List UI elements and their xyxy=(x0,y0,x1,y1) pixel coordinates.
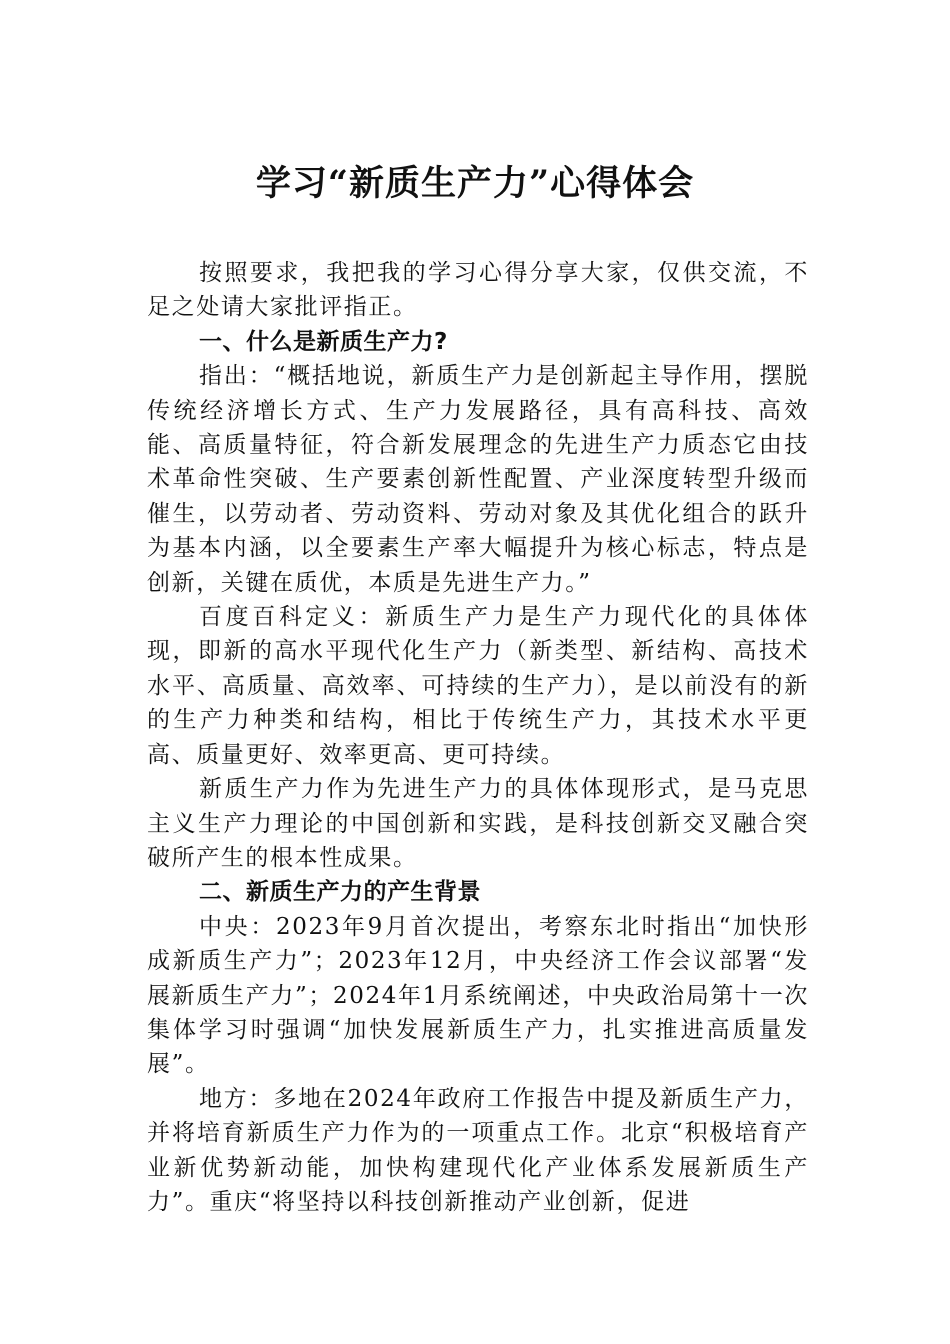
intro-paragraph: 按照要求，我把我的学习心得分享大家，仅供交流，不足之处请大家批评指正。 xyxy=(147,260,809,321)
definition-paragraph: 指出：“概括地说，新质生产力是创新起主导作用，摆脱传统经济增长方式、生产力发展路径，具有高科技、高效能、高质量特征，符合新发展理念的先进生产力质态它由技术革命性突破、生产要素创新性配置、产业深度转型升级而催生，以劳动者、劳动资料、劳动对象及其优化组合的跃升为基本内涵，以全要素生产率大幅提升为核心标志，特点是创新，关键在质优，本质是先进生产力。” xyxy=(147,363,809,596)
section-heading-1: 一、什么是新质生产力? xyxy=(199,328,448,355)
local-background-paragraph: 地方：多地在2024年政府工作报告中提及新质生产力，并将培育新质生产力作为的一项重点工作。北京“积极培育产业新优势新动能，加快构建现代化产业体系发展新质生产力”。重庆“将坚持以科技创新推动产业创新，促进 xyxy=(147,1085,809,1215)
theory-paragraph: 新质生产力作为先进生产力的具体体现形式，是马克思主义生产力理论的中国创新和实践，是科技创新交叉融合突破所产生的根本性成果。 xyxy=(147,776,809,871)
document-body xyxy=(147,256,809,1219)
document-title: 学习“新质生产力”心得体会 xyxy=(255,163,695,204)
baike-definition-paragraph: 百度百科定义：新质生产力是生产力现代化的具体体现，即新的高水平现代化生产力（新类型、新结构、高技术水平、高质量、高效率、可持续的生产力），是以前没有的新的生产力种类和结构，相比于传统生产力，其技术水平更高、质量更好、效率更高、更可持续。 xyxy=(147,604,809,768)
section-heading-2: 二、新质生产力的产生背景 xyxy=(199,879,481,906)
central-background-paragraph: 中央：2023年9月首次提出，考察东北时指出“加快形成新质生产力”；2023年12月，中央经济工作会议部署“发展新质生产力”；2024年1月系统阐述，中央政治局第十一次集体学习时强调“加快发展新质生产力，扎实推进高质量发展”。 xyxy=(147,913,809,1078)
